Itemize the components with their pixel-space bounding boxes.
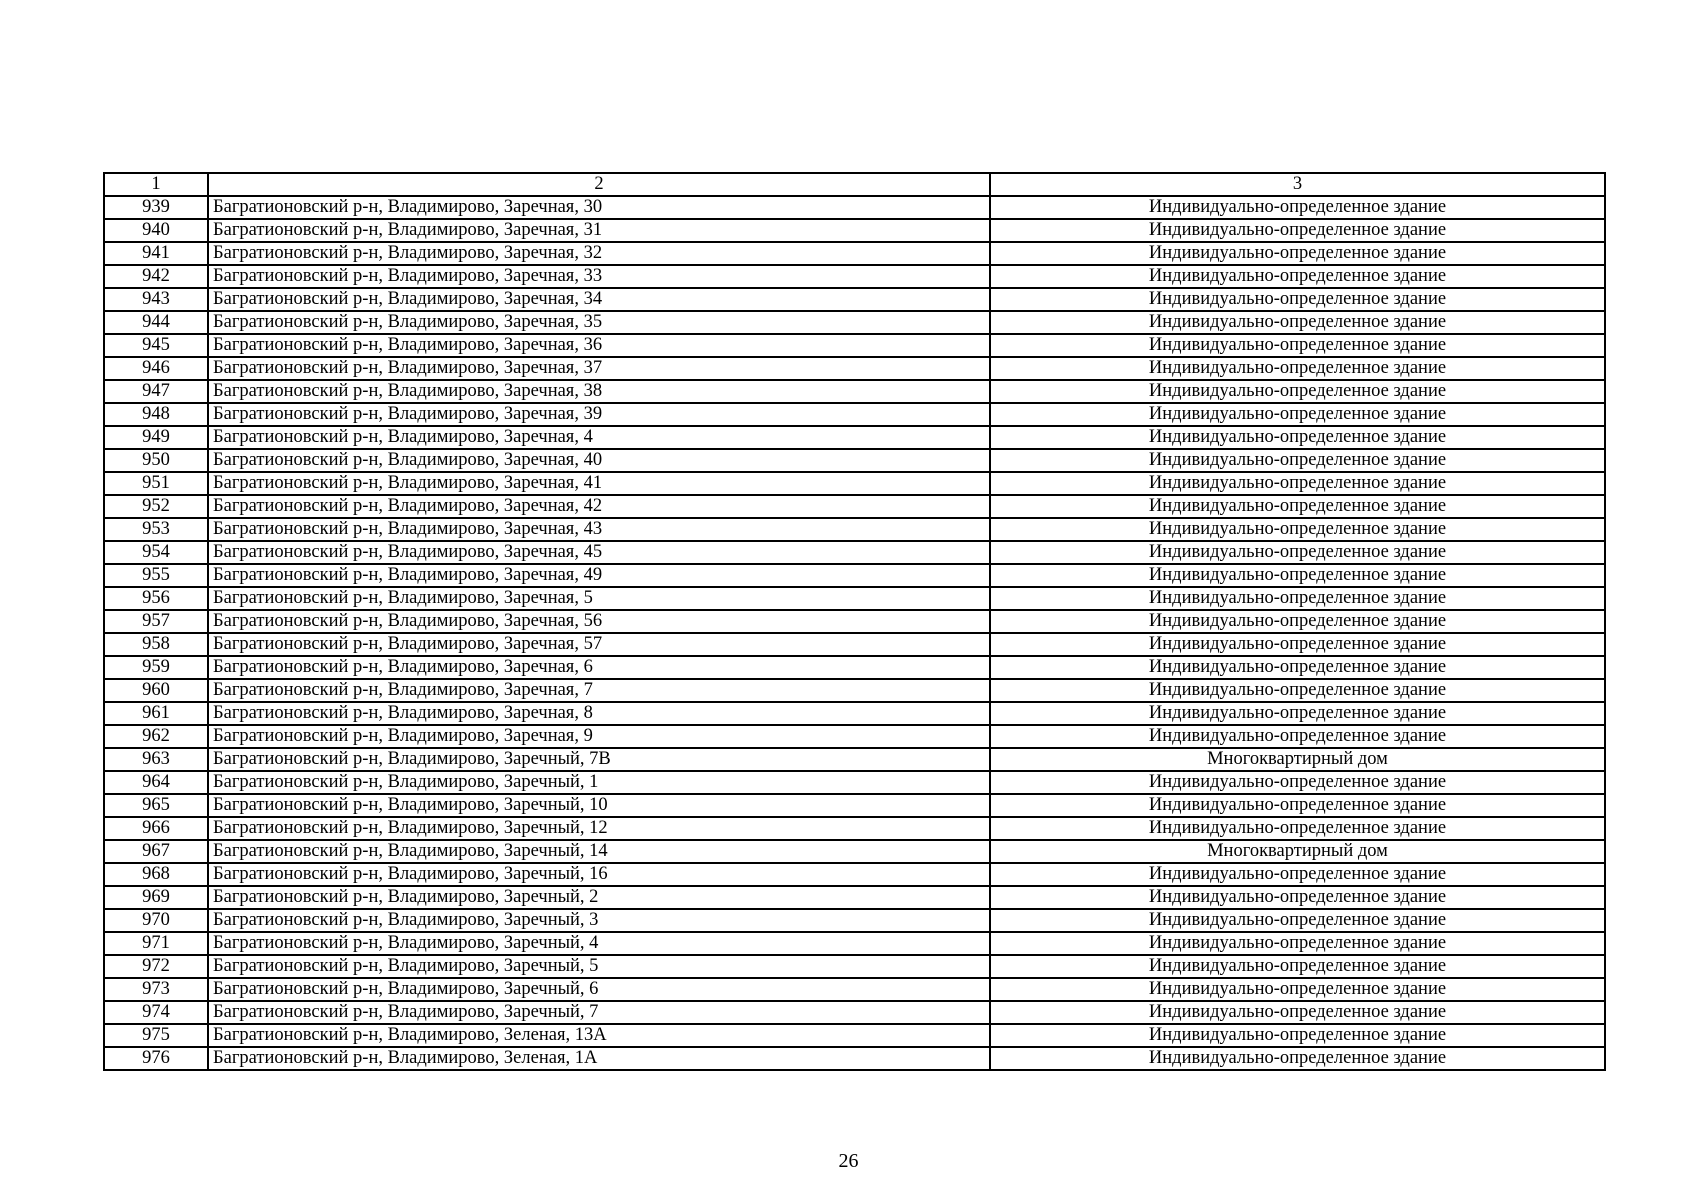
table-row (104, 1001, 1605, 1024)
row-number: 947 (104, 380, 208, 403)
building-type-cell: Индивидуально-определенное здание (990, 702, 1605, 725)
row-number: 968 (104, 863, 208, 886)
row-number: 969 (104, 886, 208, 909)
address-cell: Багратионовский р-н, Владимирово, Заречная, 8 (208, 702, 990, 725)
address-cell: Багратионовский р-н, Владимирово, Заречный, 1 (208, 771, 990, 794)
row-number: 946 (104, 357, 208, 380)
building-type-cell: Индивидуально-определенное здание (990, 426, 1605, 449)
table-row (104, 541, 1605, 564)
header-col-1: 1 (104, 173, 208, 196)
address-cell: Багратионовский р-н, Владимирово, Заречная, 37 (208, 357, 990, 380)
table-row (104, 564, 1605, 587)
table-row (104, 840, 1605, 863)
building-type-cell: Индивидуально-определенное здание (990, 978, 1605, 1001)
table-row (104, 771, 1605, 794)
building-type-cell: Индивидуально-определенное здание (990, 242, 1605, 265)
building-type-cell: Индивидуально-определенное здание (990, 1047, 1605, 1070)
address-cell: Багратионовский р-н, Владимирово, Заречная, 4 (208, 426, 990, 449)
row-number: 948 (104, 403, 208, 426)
building-type-cell: Индивидуально-определенное здание (990, 495, 1605, 518)
row-number: 960 (104, 679, 208, 702)
row-number: 951 (104, 472, 208, 495)
address-cell: Багратионовский р-н, Владимирово, Заречный, 3 (208, 909, 990, 932)
table-row (104, 196, 1605, 219)
row-number: 959 (104, 656, 208, 679)
address-cell: Багратионовский р-н, Владимирово, Заречная, 49 (208, 564, 990, 587)
row-number: 974 (104, 1001, 208, 1024)
row-number: 942 (104, 265, 208, 288)
address-cell: Багратионовский р-н, Владимирово, Заречный, 4 (208, 932, 990, 955)
row-number: 973 (104, 978, 208, 1001)
table-row (104, 518, 1605, 541)
building-type-cell: Индивидуально-определенное здание (990, 656, 1605, 679)
row-number: 953 (104, 518, 208, 541)
row-number: 966 (104, 817, 208, 840)
address-cell: Багратионовский р-н, Владимирово, Заречная, 35 (208, 311, 990, 334)
table-row (104, 357, 1605, 380)
address-cell: Багратионовский р-н, Владимирово, Заречная, 33 (208, 265, 990, 288)
table-row (104, 610, 1605, 633)
row-number: 955 (104, 564, 208, 587)
row-number: 961 (104, 702, 208, 725)
building-type-cell: Индивидуально-определенное здание (990, 771, 1605, 794)
row-number: 943 (104, 288, 208, 311)
header-col-3: 3 (990, 173, 1605, 196)
row-number: 962 (104, 725, 208, 748)
address-cell: Багратионовский р-н, Владимирово, Заречная, 5 (208, 587, 990, 610)
table-row (104, 909, 1605, 932)
building-type-cell: Индивидуально-определенное здание (990, 679, 1605, 702)
row-number: 965 (104, 794, 208, 817)
table-row (104, 656, 1605, 679)
row-number: 945 (104, 334, 208, 357)
address-cell: Багратионовский р-н, Владимирово, Заречный, 14 (208, 840, 990, 863)
row-number: 956 (104, 587, 208, 610)
address-cell: Багратионовский р-н, Владимирово, Заречная, 39 (208, 403, 990, 426)
table-row (104, 587, 1605, 610)
address-cell: Багратионовский р-н, Владимирово, Заречный, 7 (208, 1001, 990, 1024)
row-number: 952 (104, 495, 208, 518)
building-type-cell: Индивидуально-определенное здание (990, 817, 1605, 840)
address-cell: Багратионовский р-н, Владимирово, Заречная, 38 (208, 380, 990, 403)
row-number: 963 (104, 748, 208, 771)
building-type-cell: Индивидуально-определенное здание (990, 564, 1605, 587)
address-cell: Багратионовский р-н, Владимирово, Заречная, 9 (208, 725, 990, 748)
building-type-cell: Индивидуально-определенное здание (990, 403, 1605, 426)
table-row (104, 725, 1605, 748)
row-number: 950 (104, 449, 208, 472)
row-number: 957 (104, 610, 208, 633)
table-row (104, 265, 1605, 288)
row-number: 971 (104, 932, 208, 955)
table-row (104, 472, 1605, 495)
building-type-cell: Индивидуально-определенное здание (990, 472, 1605, 495)
address-cell: Багратионовский р-н, Владимирово, Зеленая, 1А (208, 1047, 990, 1070)
building-type-cell: Индивидуально-определенное здание (990, 380, 1605, 403)
address-cell: Багратионовский р-н, Владимирово, Заречная, 30 (208, 196, 990, 219)
row-number: 940 (104, 219, 208, 242)
building-type-cell: Индивидуально-определенное здание (990, 1001, 1605, 1024)
building-type-cell: Индивидуально-определенное здание (990, 863, 1605, 886)
building-type-cell: Индивидуально-определенное здание (990, 265, 1605, 288)
building-type-cell: Индивидуально-определенное здание (990, 633, 1605, 656)
building-type-cell: Многоквартирный дом (990, 840, 1605, 863)
table-row (104, 334, 1605, 357)
building-type-cell: Индивидуально-определенное здание (990, 794, 1605, 817)
address-cell: Багратионовский р-н, Владимирово, Заречная, 32 (208, 242, 990, 265)
building-type-cell: Индивидуально-определенное здание (990, 1024, 1605, 1047)
table-row (104, 702, 1605, 725)
address-cell: Багратионовский р-н, Владимирово, Заречная, 36 (208, 334, 990, 357)
table-row (104, 817, 1605, 840)
address-cell: Багратионовский р-н, Владимирово, Заречная, 57 (208, 633, 990, 656)
address-cell: Багратионовский р-н, Владимирово, Заречный, 12 (208, 817, 990, 840)
building-type-cell: Индивидуально-определенное здание (990, 886, 1605, 909)
row-number: 939 (104, 196, 208, 219)
address-cell: Багратионовский р-н, Владимирово, Зеленая, 13А (208, 1024, 990, 1047)
building-type-cell: Индивидуально-определенное здание (990, 196, 1605, 219)
building-type-cell: Индивидуально-определенное здание (990, 955, 1605, 978)
table-row (104, 403, 1605, 426)
row-number: 964 (104, 771, 208, 794)
table-header (104, 173, 1605, 196)
table-row (104, 1047, 1605, 1070)
header-col-2: 2 (208, 173, 990, 196)
header-row (104, 173, 1605, 196)
address-cell: Багратионовский р-н, Владимирово, Заречный, 16 (208, 863, 990, 886)
building-type-cell: Индивидуально-определенное здание (990, 288, 1605, 311)
table-row (104, 495, 1605, 518)
table-row (104, 311, 1605, 334)
address-cell: Багратионовский р-н, Владимирово, Заречная, 56 (208, 610, 990, 633)
row-number: 954 (104, 541, 208, 564)
building-type-cell: Индивидуально-определенное здание (990, 610, 1605, 633)
address-cell: Багратионовский р-н, Владимирово, Заречная, 34 (208, 288, 990, 311)
address-cell: Багратионовский р-н, Владимирово, Заречная, 40 (208, 449, 990, 472)
row-number: 949 (104, 426, 208, 449)
table-row (104, 863, 1605, 886)
address-cell: Багратионовский р-н, Владимирово, Заречная, 43 (208, 518, 990, 541)
address-cell: Багратионовский р-н, Владимирово, Заречный, 2 (208, 886, 990, 909)
building-type-cell: Индивидуально-определенное здание (990, 541, 1605, 564)
address-cell: Багратионовский р-н, Владимирово, Заречная, 41 (208, 472, 990, 495)
table-row (104, 242, 1605, 265)
building-type-cell: Индивидуально-определенное здание (990, 334, 1605, 357)
building-type-cell: Индивидуально-определенное здание (990, 587, 1605, 610)
table-row (104, 932, 1605, 955)
address-cell: Багратионовский р-н, Владимирово, Заречный, 7В (208, 748, 990, 771)
table-body (104, 196, 1605, 1070)
table-row (104, 633, 1605, 656)
table-row (104, 955, 1605, 978)
table-row (104, 219, 1605, 242)
table-row (104, 1024, 1605, 1047)
table-row (104, 449, 1605, 472)
address-cell: Багратионовский р-н, Владимирово, Заречный, 5 (208, 955, 990, 978)
building-type-cell: Индивидуально-определенное здание (990, 357, 1605, 380)
address-cell: Багратионовский р-н, Владимирово, Заречный, 6 (208, 978, 990, 1001)
page-number: 26 (838, 1150, 859, 1172)
row-number: 944 (104, 311, 208, 334)
table-row (104, 886, 1605, 909)
building-type-cell: Индивидуально-определенное здание (990, 932, 1605, 955)
row-number: 941 (104, 242, 208, 265)
building-type-cell: Индивидуально-определенное здание (990, 311, 1605, 334)
address-cell: Багратионовский р-н, Владимирово, Заречная, 42 (208, 495, 990, 518)
address-cell: Багратионовский р-н, Владимирово, Заречная, 31 (208, 219, 990, 242)
table-row (104, 978, 1605, 1001)
row-number: 976 (104, 1047, 208, 1070)
building-type-cell: Индивидуально-определенное здание (990, 219, 1605, 242)
table-row (104, 288, 1605, 311)
address-cell: Багратионовский р-н, Владимирово, Заречный, 10 (208, 794, 990, 817)
row-number: 967 (104, 840, 208, 863)
row-number: 975 (104, 1024, 208, 1047)
address-cell: Багратионовский р-н, Владимирово, Заречная, 45 (208, 541, 990, 564)
row-number: 958 (104, 633, 208, 656)
building-type-cell: Индивидуально-определенное здание (990, 518, 1605, 541)
building-type-cell: Индивидуально-определенное здание (990, 725, 1605, 748)
buildings-table (103, 172, 1606, 1071)
row-number: 972 (104, 955, 208, 978)
table-row (104, 380, 1605, 403)
row-number: 970 (104, 909, 208, 932)
building-type-cell: Многоквартирный дом (990, 748, 1605, 771)
building-type-cell: Индивидуально-определенное здание (990, 449, 1605, 472)
table-row (104, 794, 1605, 817)
table-row (104, 426, 1605, 449)
building-type-cell: Индивидуально-определенное здание (990, 909, 1605, 932)
table-row (104, 679, 1605, 702)
table-row (104, 748, 1605, 771)
address-cell: Багратионовский р-н, Владимирово, Заречная, 6 (208, 656, 990, 679)
address-cell: Багратионовский р-н, Владимирово, Заречная, 7 (208, 679, 990, 702)
